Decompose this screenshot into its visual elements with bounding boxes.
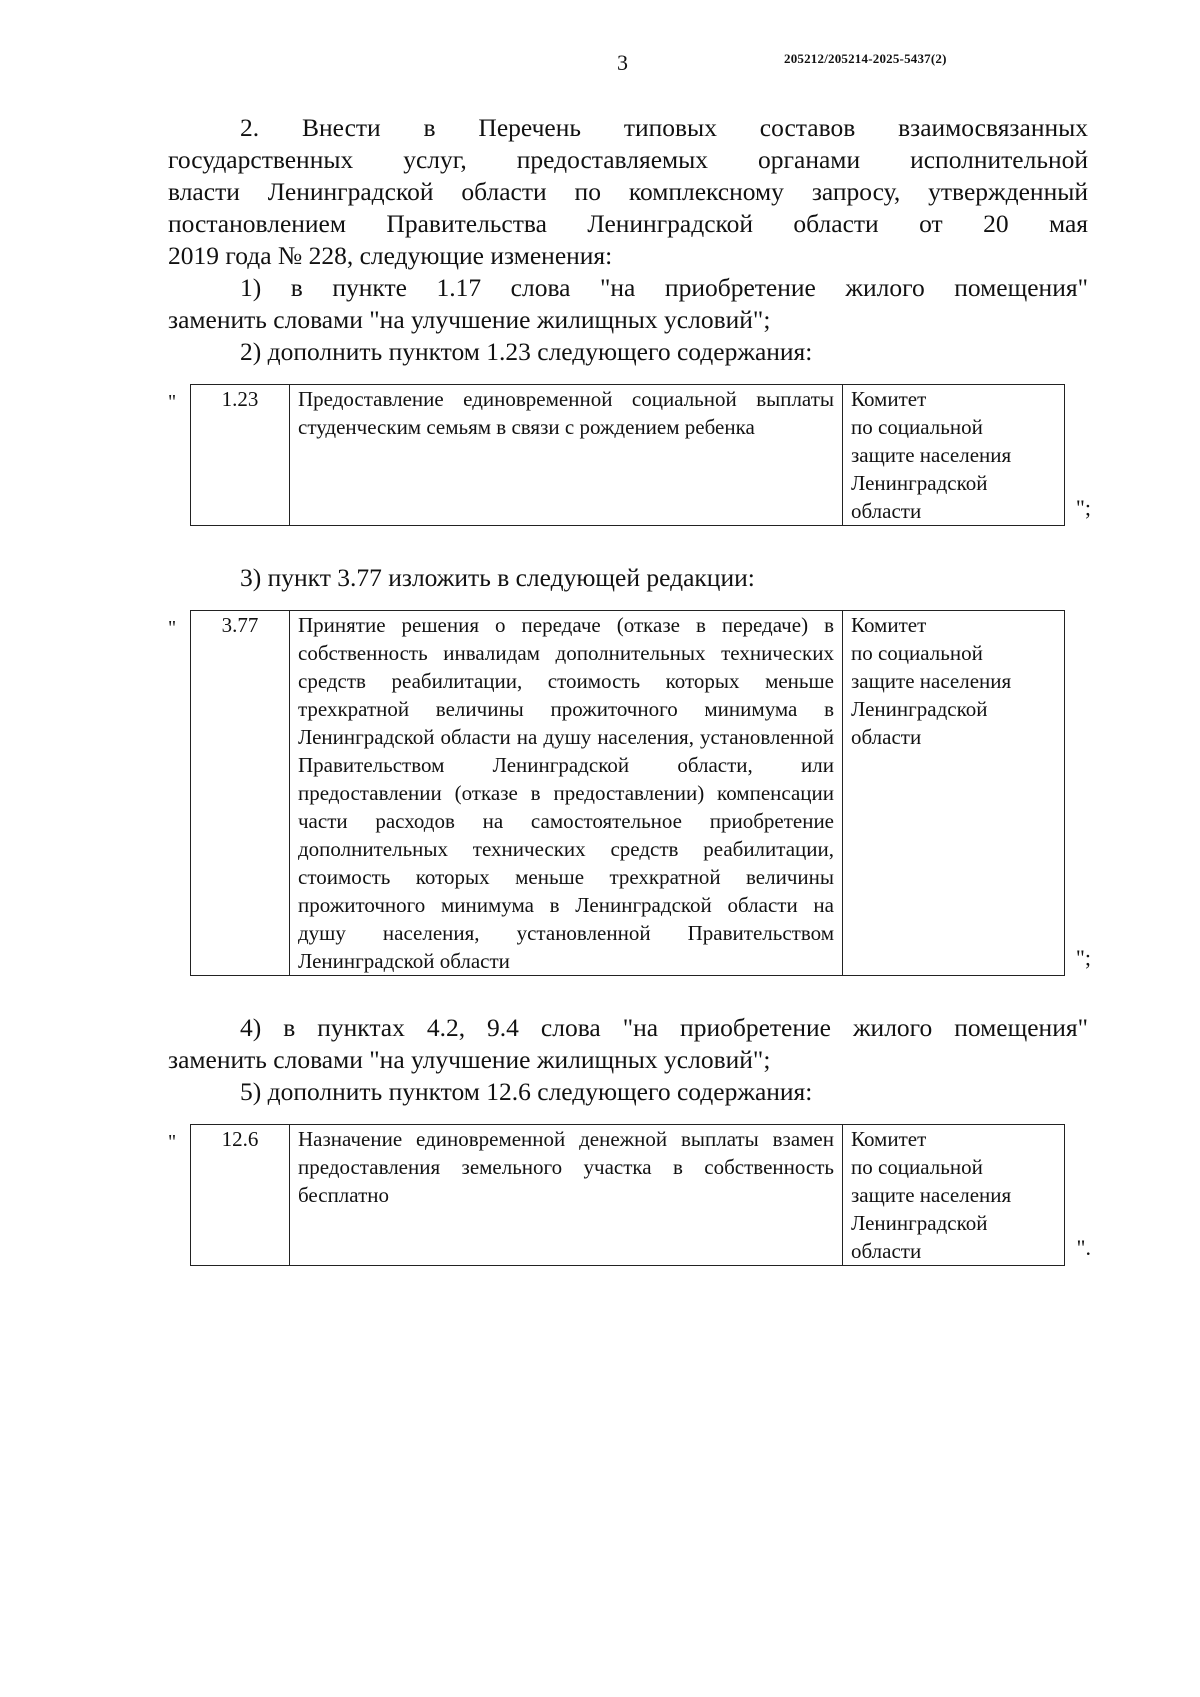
para-2-line-1: 2. Внести в Перечень типовых составов взаимосвязанных	[240, 113, 1088, 142]
org-line: по социальной	[851, 641, 983, 665]
item-2-text: 2) дополнить пунктом 1.23 следующего содержания:	[240, 337, 813, 366]
table-2-number: 3.77	[191, 611, 290, 976]
item-4-line-2: заменить словами "на улучшение жилищных условий";	[168, 1045, 771, 1074]
item-5-text: 5) дополнить пунктом 12.6 следующего содержания:	[240, 1077, 813, 1106]
org-line: по социальной	[851, 415, 983, 439]
table-2-open-quote: "	[168, 617, 177, 639]
org-line: области	[851, 1239, 922, 1263]
org-line: по социальной	[851, 1155, 983, 1179]
item-3-text: 3) пункт 3.77 изложить в следующей редакции:	[240, 563, 755, 592]
table-row	[191, 385, 1065, 526]
org-line: Комитет	[851, 1127, 927, 1151]
para-2-line-2: государственных услуг, предоставляемых органами исполнительной	[168, 145, 1088, 174]
table-row	[191, 1125, 1065, 1266]
table-2-close-quote: ";	[1075, 945, 1091, 970]
table-1	[190, 384, 1065, 526]
org-line: Ленинградской	[851, 697, 988, 721]
table-1-name: Предоставление единовременной социальной выплаты студенческим семьям в связи с рождением ребенка	[290, 385, 843, 526]
item-1-line-2: заменить словами "на улучшение жилищных условий";	[168, 305, 771, 334]
org-line: Ленинградской	[851, 1211, 988, 1235]
table-3	[190, 1124, 1065, 1266]
org-line: защите населения	[851, 443, 1012, 467]
table-2-wrapper	[168, 610, 1091, 976]
table-1-open-quote: "	[168, 391, 177, 413]
table-2-org	[843, 611, 1065, 976]
para-2-line-4: постановлением Правительства Ленинградской области от 20 мая	[168, 209, 1088, 238]
page-number: 3	[617, 50, 628, 75]
org-line: Комитет	[851, 387, 927, 411]
table-3-wrapper	[168, 1124, 1091, 1266]
table-3-open-quote: "	[168, 1131, 177, 1153]
document-body	[168, 112, 1091, 1266]
org-line: защите населения	[851, 1183, 1012, 1207]
table-3-org	[843, 1125, 1065, 1266]
table-1-close-quote: ";	[1075, 495, 1091, 520]
org-line: Ленинградской	[851, 471, 988, 495]
table-row	[191, 611, 1065, 976]
table-3-number: 12.6	[191, 1125, 290, 1266]
item-1-line-1: 1) в пункте 1.17 слова "на приобретение жилого помещения"	[240, 273, 1088, 302]
table-3-close-quote: ".	[1076, 1235, 1091, 1260]
table-1-number: 1.23	[191, 385, 290, 526]
org-line: защите населения	[851, 669, 1012, 693]
org-line: Комитет	[851, 613, 927, 637]
table-1-org	[843, 385, 1065, 526]
item-4-line-1: 4) в пунктах 4.2, 9.4 слова "на приобретение жилого помещения"	[240, 1013, 1088, 1042]
table-2	[190, 610, 1065, 976]
table-2-name: Принятие решения о передаче (отказе в передаче) в собственность инвалидам дополнительных технических средств реабилитации, стоимость которых меньше трехкратной величины прожиточного минимума в Ленинградской области на душу населения, установленной Правительством Ленинградской области, или предоставлении (отказе в предоставлении) компенсации части расходов на самостоятельное приобретение дополнительных технических средств реабилитации, стоимость которых меньше трехкратной величины прожиточного минимума в Ленинградской области на душу населения, установленной Правительством Ленинградской области	[290, 611, 843, 976]
org-line: области	[851, 725, 922, 749]
document-id: 205212/205214-2025-5437(2)	[784, 51, 947, 66]
table-3-name: Назначение единовременной денежной выплаты взамен предоставления земельного участка в собственность бесплатно	[290, 1125, 843, 1266]
org-line: области	[851, 499, 922, 523]
table-1-wrapper	[168, 384, 1091, 526]
para-2-line-5: 2019 года № 228, следующие изменения:	[168, 241, 613, 270]
para-2-line-3: власти Ленинградской области по комплексному запросу, утвержденный	[168, 177, 1088, 206]
